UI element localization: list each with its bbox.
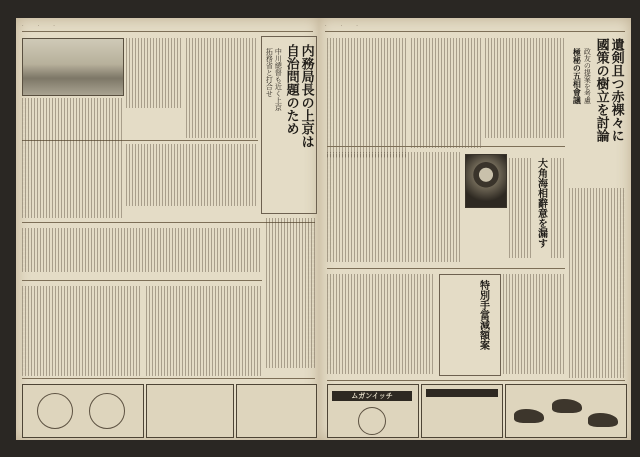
article-text-block (22, 286, 142, 376)
article-text-block (186, 38, 256, 138)
left-newspaper-page (16, 18, 320, 440)
ad-emblem (358, 407, 386, 435)
shoe-illustration (588, 413, 618, 427)
column-rule (327, 380, 625, 381)
article-text-block (569, 188, 625, 378)
main-subhead-1: 中川總督も近く上京 (274, 48, 283, 111)
article-text-block (126, 144, 256, 206)
right-newspaper-page (319, 18, 631, 440)
article-text-block (327, 152, 461, 262)
advertisement-box (146, 384, 234, 438)
advertisement-box (236, 384, 317, 438)
article-text-block (503, 274, 565, 374)
article-text-block (327, 274, 435, 374)
main-subhead-2: 拓務省と打合せ (265, 48, 274, 97)
ad-emblem (89, 393, 125, 429)
lead-subhead-2: 極秘の五相會議 (572, 48, 583, 104)
main-headline-1: 内務局長の上京は (298, 44, 314, 148)
shoe-illustration (552, 399, 582, 413)
article-text-block (22, 98, 122, 218)
ad-header-bar (426, 389, 498, 397)
article-text-block (327, 38, 407, 158)
ad-brand-banner: ムガンイッチ (332, 391, 412, 401)
column-rule (22, 280, 262, 281)
article-text-block (266, 218, 315, 368)
article-text-block (411, 38, 481, 148)
special-allowance-headline: 特別手當減額案 (477, 280, 489, 350)
article-text-block (551, 158, 565, 258)
masthead-strip: · · · (325, 21, 625, 32)
column-rule (327, 268, 565, 269)
lead-headline-2: 國策の樹立を討論 (593, 38, 609, 142)
column-rule (327, 146, 565, 147)
article-text-block (126, 38, 182, 108)
ad-emblem (37, 393, 73, 429)
lead-subhead-1: 政友の提案を考慮 (583, 48, 592, 104)
lead-headline-1: 遺剣且つ赤裸々に (608, 38, 624, 142)
harbor-photo (22, 38, 124, 96)
naval-headline: 大角海相辭意を漏す (535, 158, 547, 248)
advertisement-box (22, 384, 144, 438)
column-rule (22, 378, 315, 379)
main-headline-2: 自治問題のため (283, 44, 299, 135)
advertisement-box (421, 384, 503, 438)
article-text-block (485, 38, 565, 138)
masthead-strip: · · · (22, 21, 313, 32)
advertisement-box (327, 384, 419, 438)
headline-box (439, 274, 501, 376)
advertisement-box (505, 384, 627, 438)
shoe-illustration (514, 409, 544, 423)
article-text-block (146, 286, 262, 376)
article-text-block (22, 228, 262, 272)
article-text-block (509, 158, 531, 258)
portrait-photo (465, 154, 507, 208)
